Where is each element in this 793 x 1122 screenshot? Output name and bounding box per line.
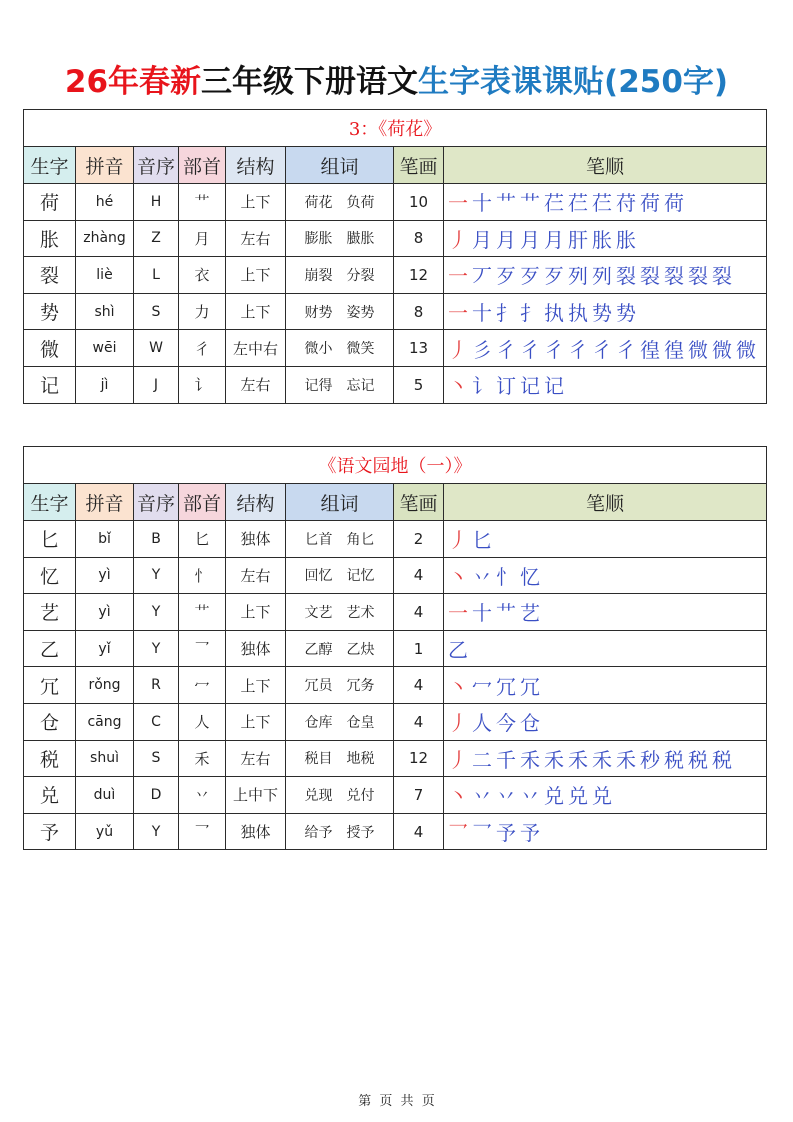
pinyin-cell: yǔ: [76, 813, 134, 850]
strokes-cell: 8: [394, 293, 444, 330]
stroke-step: 扌: [520, 301, 541, 326]
word-1: 冗员: [304, 678, 333, 695]
order-cell: Y: [134, 557, 179, 594]
char-cell: 忆: [24, 557, 76, 594]
table-row: [24, 594, 767, 631]
stroke-step: 丷: [472, 564, 493, 589]
stroke-step: 执: [568, 301, 589, 326]
pinyin-cell: jì: [76, 366, 134, 403]
stroke-step: 艹: [496, 191, 517, 216]
stroke-step: 裂: [640, 264, 661, 289]
stroke-step: 势: [592, 301, 613, 326]
section-title: 3：《荷花》: [24, 110, 767, 147]
order-cell: Y: [134, 813, 179, 850]
word-1: 给予: [304, 824, 333, 841]
stroke-step: 一: [448, 191, 469, 216]
header-radical: 部首: [179, 147, 226, 184]
stroke-step: 十: [472, 301, 493, 326]
stroke-step: 丶: [448, 374, 469, 399]
stroke-order-cell: [444, 667, 767, 704]
table-row: [24, 521, 767, 558]
stroke-step: 一: [448, 301, 469, 326]
structure-cell: 上下: [226, 184, 286, 221]
stroke-order-cell: [444, 257, 767, 294]
stroke-step: 讠: [472, 374, 493, 399]
pinyin-cell: liè: [76, 257, 134, 294]
stroke-step: 乛: [448, 821, 469, 846]
strokes-cell: 4: [394, 813, 444, 850]
stroke-step: 丶: [448, 564, 469, 589]
stroke-step: 丷: [496, 784, 517, 809]
stroke-step: 裂: [664, 264, 685, 289]
strokes-cell: 2: [394, 521, 444, 558]
stroke-step: 彳: [544, 337, 565, 362]
strokes-cell: 4: [394, 667, 444, 704]
stroke-step: 千: [496, 747, 517, 772]
stroke-step: 二: [472, 747, 493, 772]
stroke-step: 彳: [520, 337, 541, 362]
word-1: 匕首: [304, 531, 333, 548]
words-cell: [286, 257, 394, 294]
word-1: 乙醇: [304, 641, 333, 658]
order-cell: B: [134, 521, 179, 558]
word-2: 忘记: [346, 377, 375, 394]
strokes-cell: 1: [394, 630, 444, 667]
stroke-step: 十: [472, 601, 493, 626]
stroke-step: 芢: [568, 191, 589, 216]
char-cell: 仓: [24, 703, 76, 740]
stroke-step: 徨: [640, 337, 661, 362]
header-char: 生字: [24, 147, 76, 184]
header-words: 组词: [286, 484, 394, 521]
order-cell: R: [134, 667, 179, 704]
stroke-step: 丶: [448, 784, 469, 809]
structure-cell: 独体: [226, 630, 286, 667]
table-header-row: [24, 484, 767, 521]
stroke-step: 歹: [520, 264, 541, 289]
strokes-cell: 8: [394, 220, 444, 257]
structure-cell: 左右: [226, 740, 286, 777]
stroke-order-cell: [444, 630, 767, 667]
char-cell: 荷: [24, 184, 76, 221]
stroke-step: 乙: [448, 638, 469, 663]
strokes-cell: 12: [394, 257, 444, 294]
structure-cell: 上下: [226, 667, 286, 704]
char-cell: 裂: [24, 257, 76, 294]
stroke-step: 今: [496, 711, 517, 736]
structure-cell: 左右: [226, 220, 286, 257]
stroke-step: 艹: [496, 601, 517, 626]
structure-cell: 上下: [226, 257, 286, 294]
radical-cell: 讠: [179, 366, 226, 403]
stroke-order-cell: [444, 594, 767, 631]
char-cell: 艺: [24, 594, 76, 631]
stroke-step: 丷: [472, 784, 493, 809]
stroke-step: 冖: [472, 674, 493, 699]
char-cell: 兑: [24, 777, 76, 814]
header-pinyin: 拼音: [76, 484, 134, 521]
order-cell: H: [134, 184, 179, 221]
table-row: [24, 184, 767, 221]
stroke-step: 歹: [496, 264, 517, 289]
word-2: 兑付: [346, 787, 375, 804]
stroke-step: 忆: [520, 564, 541, 589]
stroke-step: 忄: [496, 564, 517, 589]
table-row: [24, 777, 767, 814]
stroke-step: 彳: [568, 337, 589, 362]
word-1: 兑现: [304, 787, 333, 804]
order-cell: L: [134, 257, 179, 294]
word-1: 记得: [304, 377, 333, 394]
title-blue-part: 生字表课课贴(250字): [418, 64, 729, 100]
title-red-part: 26年春新: [64, 64, 202, 100]
words-cell: [286, 557, 394, 594]
stroke-step: 税: [712, 747, 733, 772]
words-cell: [286, 366, 394, 403]
word-2: 负荷: [346, 194, 375, 211]
header-sequence: 笔顺: [444, 484, 767, 521]
table-row: [24, 813, 767, 850]
order-cell: Y: [134, 594, 179, 631]
structure-cell: 左中右: [226, 330, 286, 367]
stroke-step: 禾: [520, 747, 541, 772]
radical-cell: 人: [179, 703, 226, 740]
word-2: 艺术: [346, 604, 375, 621]
structure-cell: 左右: [226, 366, 286, 403]
radical-cell: 艹: [179, 594, 226, 631]
structure-cell: 左右: [226, 557, 286, 594]
stroke-step: 艹: [520, 191, 541, 216]
strokes-cell: 4: [394, 703, 444, 740]
words-cell: [286, 703, 394, 740]
word-2: 分裂: [346, 267, 375, 284]
order-cell: Z: [134, 220, 179, 257]
section-table-1: [23, 109, 767, 404]
char-cell: 匕: [24, 521, 76, 558]
structure-cell: 上下: [226, 293, 286, 330]
stroke-step: 列: [592, 264, 613, 289]
stroke-step: 荷: [664, 191, 685, 216]
word-1: 文艺: [304, 604, 333, 621]
pinyin-cell: zhàng: [76, 220, 134, 257]
stroke-order-cell: [444, 521, 767, 558]
strokes-cell: 13: [394, 330, 444, 367]
strokes-cell: 12: [394, 740, 444, 777]
stroke-step: 人: [472, 711, 493, 736]
stroke-step: 乛: [472, 821, 493, 846]
header-radical: 部首: [179, 484, 226, 521]
word-1: 回忆: [304, 568, 333, 585]
pinyin-cell: cāng: [76, 703, 134, 740]
stroke-step: 丿: [448, 528, 469, 553]
stroke-step: 裂: [616, 264, 637, 289]
word-2: 记忆: [346, 568, 375, 585]
word-2: 臌胀: [346, 231, 375, 248]
table-header-row: [24, 147, 767, 184]
stroke-step: 月: [544, 227, 565, 252]
stroke-step: 月: [496, 227, 517, 252]
stroke-order-cell: [444, 813, 767, 850]
pinyin-cell: bǐ: [76, 521, 134, 558]
stroke-step: 徨: [664, 337, 685, 362]
order-cell: C: [134, 703, 179, 740]
stroke-step: 丆: [472, 264, 493, 289]
char-cell: 予: [24, 813, 76, 850]
words-cell: [286, 330, 394, 367]
char-cell: 胀: [24, 220, 76, 257]
radical-cell: 冖: [179, 667, 226, 704]
stroke-step: 订: [496, 374, 517, 399]
words-cell: [286, 813, 394, 850]
stroke-step: 势: [616, 301, 637, 326]
table-row: [24, 703, 767, 740]
word-2: 地税: [346, 751, 375, 768]
word-1: 税目: [304, 751, 333, 768]
stroke-step: 月: [472, 227, 493, 252]
order-cell: Y: [134, 630, 179, 667]
word-2: 角匕: [346, 531, 375, 548]
char-cell: 冗: [24, 667, 76, 704]
stroke-step: 扌: [496, 301, 517, 326]
stroke-step: 丷: [520, 784, 541, 809]
char-cell: 税: [24, 740, 76, 777]
radical-cell: 禾: [179, 740, 226, 777]
structure-cell: 上下: [226, 703, 286, 740]
stroke-order-cell: [444, 740, 767, 777]
stroke-step: 胀: [592, 227, 613, 252]
structure-cell: 上中下: [226, 777, 286, 814]
stroke-order-cell: [444, 366, 767, 403]
header-strokes: 笔画: [394, 484, 444, 521]
stroke-step: 肝: [568, 227, 589, 252]
words-cell: [286, 630, 394, 667]
stroke-step: 微: [688, 337, 709, 362]
char-cell: 乙: [24, 630, 76, 667]
char-cell: 微: [24, 330, 76, 367]
structure-cell: 独体: [226, 813, 286, 850]
header-pinyin: 拼音: [76, 147, 134, 184]
words-cell: [286, 594, 394, 631]
table-row: [24, 667, 767, 704]
structure-cell: 上下: [226, 594, 286, 631]
stroke-order-cell: [444, 557, 767, 594]
stroke-step: 禾: [592, 747, 613, 772]
stroke-step: 彳: [592, 337, 613, 362]
stroke-step: 彳: [496, 337, 517, 362]
words-cell: [286, 740, 394, 777]
table-row: [24, 293, 767, 330]
radical-cell: 艹: [179, 184, 226, 221]
stroke-step: 丿: [448, 747, 469, 772]
strokes-cell: 7: [394, 777, 444, 814]
radical-cell: 丷: [179, 777, 226, 814]
stroke-step: 彳: [616, 337, 637, 362]
stroke-order-cell: [444, 330, 767, 367]
stroke-order-cell: [444, 293, 767, 330]
radical-cell: 乛: [179, 630, 226, 667]
stroke-step: 仓: [520, 711, 541, 736]
stroke-step: 冗: [520, 674, 541, 699]
stroke-step: 苻: [616, 191, 637, 216]
stroke-order-cell: [444, 777, 767, 814]
header-order: 音序: [134, 484, 179, 521]
structure-cell: 独体: [226, 521, 286, 558]
order-cell: W: [134, 330, 179, 367]
stroke-step: 禾: [544, 747, 565, 772]
stroke-step: 裂: [688, 264, 709, 289]
words-cell: [286, 220, 394, 257]
word-1: 财势: [304, 304, 333, 321]
pinyin-cell: shì: [76, 293, 134, 330]
order-cell: S: [134, 740, 179, 777]
stroke-step: 禾: [568, 747, 589, 772]
stroke-step: 芢: [592, 191, 613, 216]
radical-cell: 忄: [179, 557, 226, 594]
stroke-step: 记: [544, 374, 565, 399]
word-2: 姿势: [346, 304, 375, 321]
order-cell: D: [134, 777, 179, 814]
table-row: [24, 366, 767, 403]
strokes-cell: 4: [394, 557, 444, 594]
stroke-step: 彡: [472, 337, 493, 362]
stroke-step: 匕: [472, 528, 493, 553]
header-structure: 结构: [226, 484, 286, 521]
stroke-step: 微: [712, 337, 733, 362]
word-1: 崩裂: [304, 267, 333, 284]
section-table-2: [23, 446, 767, 850]
stroke-step: 兑: [544, 784, 565, 809]
order-cell: S: [134, 293, 179, 330]
stroke-step: 一: [448, 264, 469, 289]
stroke-step: 兑: [592, 784, 613, 809]
header-order: 音序: [134, 147, 179, 184]
header-words: 组词: [286, 147, 394, 184]
stroke-step: 艺: [520, 601, 541, 626]
word-2: 乙炔: [346, 641, 375, 658]
char-cell: 势: [24, 293, 76, 330]
stroke-step: 裂: [712, 264, 733, 289]
word-2: 冗务: [346, 678, 375, 695]
section-title: 《语文园地（一）》: [24, 447, 767, 484]
words-cell: [286, 293, 394, 330]
header-sequence: 笔顺: [444, 147, 767, 184]
pinyin-cell: hé: [76, 184, 134, 221]
stroke-step: 丿: [448, 711, 469, 736]
radical-cell: 乛: [179, 813, 226, 850]
stroke-step: 税: [688, 747, 709, 772]
pinyin-cell: yì: [76, 594, 134, 631]
stroke-step: 芢: [544, 191, 565, 216]
strokes-cell: 10: [394, 184, 444, 221]
table-row: [24, 257, 767, 294]
header-strokes: 笔画: [394, 147, 444, 184]
header-structure: 结构: [226, 147, 286, 184]
stroke-step: 丿: [448, 227, 469, 252]
stroke-step: 十: [472, 191, 493, 216]
radical-cell: 力: [179, 293, 226, 330]
order-cell: J: [134, 366, 179, 403]
word-2: 授予: [346, 824, 375, 841]
page-footer: 第 页 共 页: [358, 1094, 435, 1109]
stroke-step: 微: [736, 337, 757, 362]
page-title: [0, 56, 793, 101]
stroke-order-cell: [444, 184, 767, 221]
table-row: [24, 220, 767, 257]
title-black-part: 三年级下册语文: [201, 64, 419, 100]
strokes-cell: 4: [394, 594, 444, 631]
char-cell: 记: [24, 366, 76, 403]
pinyin-cell: yǐ: [76, 630, 134, 667]
pinyin-cell: rǒng: [76, 667, 134, 704]
radical-cell: 月: [179, 220, 226, 257]
table-row: [24, 330, 767, 367]
word-2: 微笑: [346, 341, 375, 358]
radical-cell: 匕: [179, 521, 226, 558]
stroke-step: 月: [520, 227, 541, 252]
word-1: 膨胀: [304, 231, 333, 248]
pinyin-cell: shuì: [76, 740, 134, 777]
stroke-step: 一: [448, 601, 469, 626]
word-1: 荷花: [304, 194, 333, 211]
stroke-step: 予: [496, 821, 517, 846]
words-cell: [286, 184, 394, 221]
stroke-order-cell: [444, 703, 767, 740]
pinyin-cell: yì: [76, 557, 134, 594]
strokes-cell: 5: [394, 366, 444, 403]
table-row: [24, 630, 767, 667]
radical-cell: 衣: [179, 257, 226, 294]
header-char: 生字: [24, 484, 76, 521]
words-cell: [286, 777, 394, 814]
word-1: 仓库: [304, 714, 333, 731]
stroke-step: 禾: [616, 747, 637, 772]
radical-cell: 彳: [179, 330, 226, 367]
stroke-step: 列: [568, 264, 589, 289]
stroke-step: 胀: [616, 227, 637, 252]
pinyin-cell: duì: [76, 777, 134, 814]
word-2: 仓皇: [346, 714, 375, 731]
stroke-step: 秒: [640, 747, 661, 772]
stroke-step: 歹: [544, 264, 565, 289]
table-row: [24, 557, 767, 594]
words-cell: [286, 521, 394, 558]
stroke-step: 予: [520, 821, 541, 846]
stroke-step: 兑: [568, 784, 589, 809]
stroke-step: 记: [520, 374, 541, 399]
table-row: [24, 740, 767, 777]
stroke-step: 冗: [496, 674, 517, 699]
stroke-order-cell: [444, 220, 767, 257]
word-1: 微小: [304, 341, 333, 358]
stroke-step: 荷: [640, 191, 661, 216]
pinyin-cell: wēi: [76, 330, 134, 367]
stroke-step: 丶: [448, 674, 469, 699]
stroke-step: 税: [664, 747, 685, 772]
words-cell: [286, 667, 394, 704]
stroke-step: 执: [544, 301, 565, 326]
stroke-step: 丿: [448, 337, 469, 362]
